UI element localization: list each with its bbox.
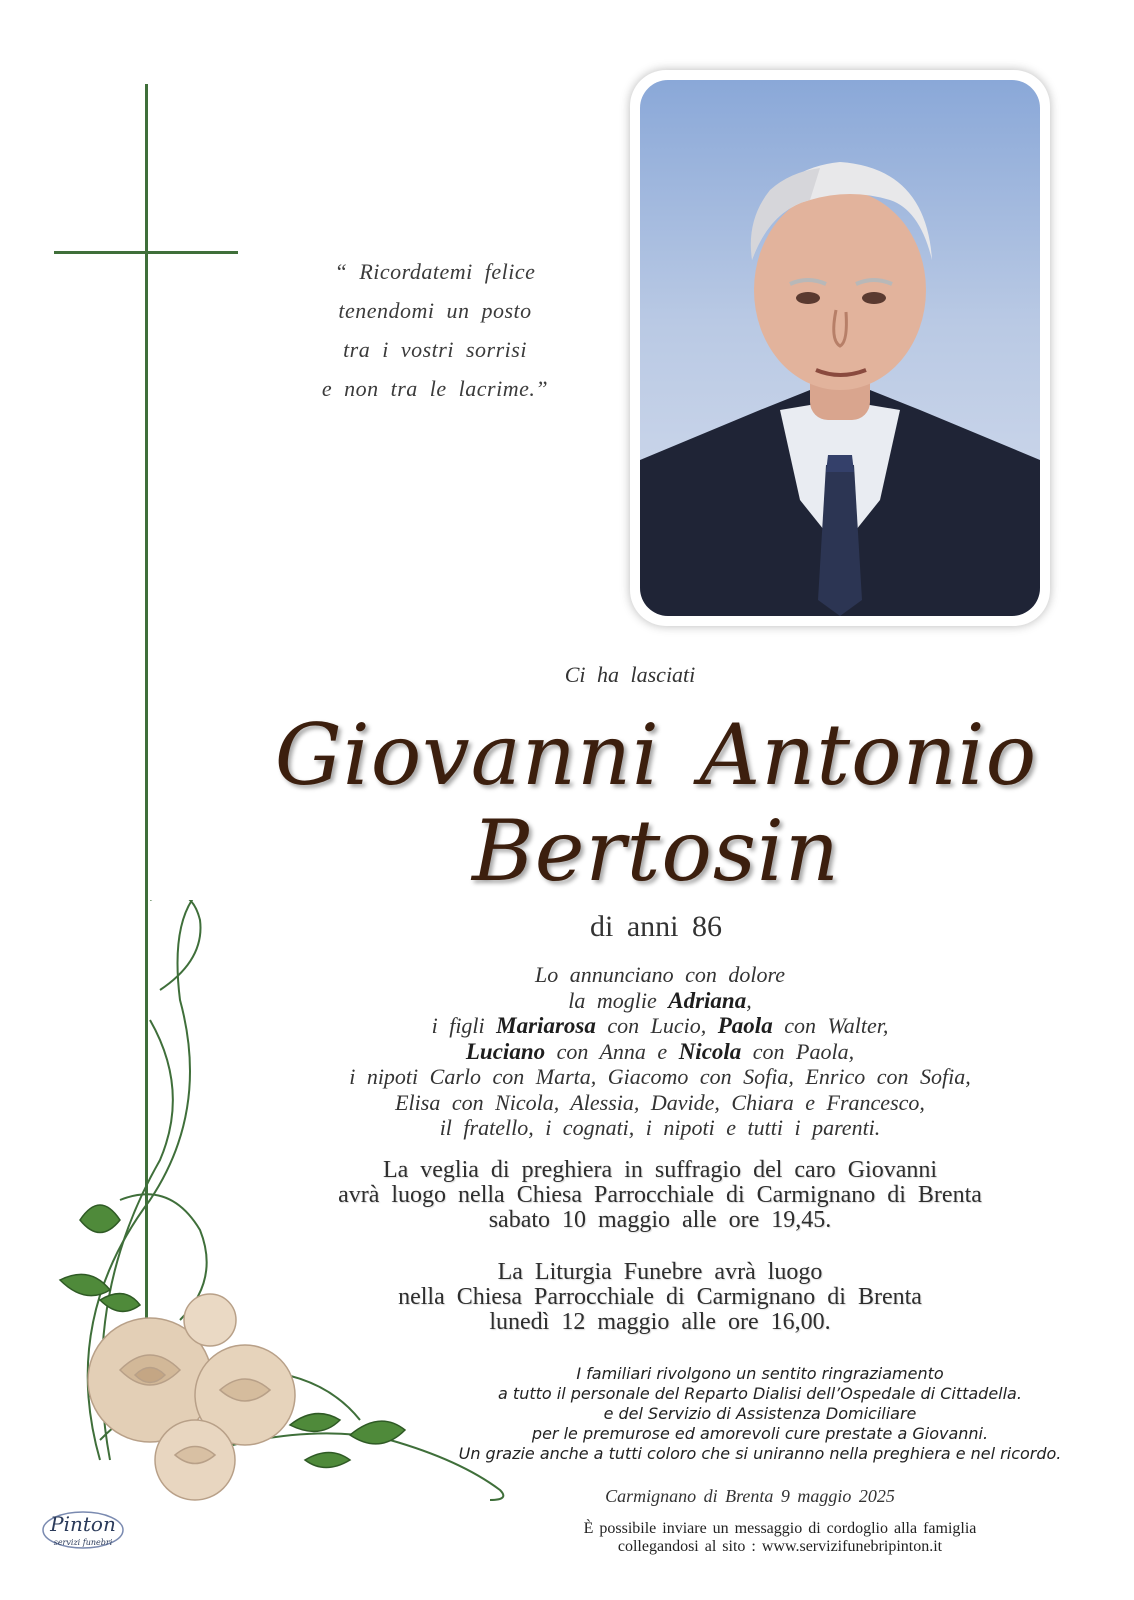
condolence-footer <box>520 1520 1040 1556</box>
deceased-name-first: Giovanni Antonio <box>274 706 1038 804</box>
thanks-line: e del Servizio di Assistenza Domiciliare <box>603 1404 917 1423</box>
pinton-logo <box>38 1506 128 1558</box>
footer-line: È possibile inviare un messaggio di cordoglio alla famiglia <box>583 1520 977 1537</box>
vigil-line: sabato 10 maggio alle ore 19,45. <box>488 1207 832 1233</box>
cross-horizontal <box>54 251 238 254</box>
logo-subtitle: servizi funebri <box>53 1538 113 1547</box>
family-name: Luciano <box>465 1038 546 1064</box>
place-date: Carmignano di Brenta 9 maggio 2025 <box>605 1486 895 1506</box>
age-text: di anni 86 <box>590 910 722 943</box>
portrait-illustration <box>640 80 1040 616</box>
announcement-line: i nipoti Carlo con Marta, Giacomo con Sofia, Enrico con Sofia, <box>349 1064 971 1089</box>
announcement-line: Lo annunciano con dolore <box>535 962 785 987</box>
vigil-line: La veglia di preghiera in suffragio del caro Giovanni <box>382 1157 938 1183</box>
announcement-text: la moglie <box>568 987 669 1013</box>
memorial-quote <box>300 252 570 408</box>
family-name: Nicola <box>678 1038 742 1064</box>
announcement-text: con Paola, <box>741 1038 855 1064</box>
family-name: Paola <box>717 1013 773 1038</box>
thanks-line: a tutto il personale del Reparto Dialisi dell’Ospedale di Cittadella. <box>498 1384 1022 1403</box>
family-name: Mariarosa <box>496 1013 596 1038</box>
thanks-line: I familiari rivolgono un sentito ringraziamento <box>576 1364 944 1383</box>
announcement-text: con Anna e <box>545 1038 679 1064</box>
quote-line: tenendomi un posto <box>338 298 532 323</box>
family-name: Adriana <box>668 987 747 1013</box>
announcement-line: il fratello, i cognati, i nipoti e tutti i parenti. <box>439 1115 881 1140</box>
logo-name: Pinton <box>50 1512 116 1536</box>
funeral-line: lunedì 12 maggio alle ore 16,00. <box>489 1309 831 1335</box>
announcement-text: con Lucio, <box>595 1013 718 1038</box>
portrait-frame <box>630 70 1050 626</box>
funeral-line: La Liturgia Funebre avrà luogo <box>497 1259 823 1285</box>
announcement-text: , <box>746 987 752 1013</box>
announcement-text: i figli <box>431 1013 497 1038</box>
portrait-photo <box>640 80 1040 616</box>
quote-line: tra i vostri sorrisi <box>343 337 527 362</box>
footer-line: collegandosi al sito : www.servizifunebripinton.it <box>617 1538 943 1555</box>
announcement-text: con Walter, <box>772 1013 889 1038</box>
thanks-line: Un grazie anche a tutti coloro che si uniranno nella preghiera e nel ricordo. <box>458 1444 1062 1463</box>
funeral-line: nella Chiesa Parrocchiale di Carmignano di Brenta <box>398 1284 922 1310</box>
intro-text: Ci ha lasciati <box>564 662 696 687</box>
quote-line: e non tra le lacrime.” <box>321 376 549 401</box>
vigil-line: avrà luogo nella Chiesa Parrocchiale di Carmignano di Brenta <box>338 1182 982 1208</box>
deceased-name-last: Bertosin <box>472 802 840 900</box>
announcement-line: Elisa con Nicola, Alessia, Davide, Chiara e Francesco, <box>395 1089 925 1115</box>
quote-line: “ Ricordatemi felice <box>334 259 536 284</box>
thanks-line: per le premurose ed amorevoli cure prestate a Giovanni. <box>531 1424 989 1443</box>
rose-decoration <box>40 900 520 1540</box>
